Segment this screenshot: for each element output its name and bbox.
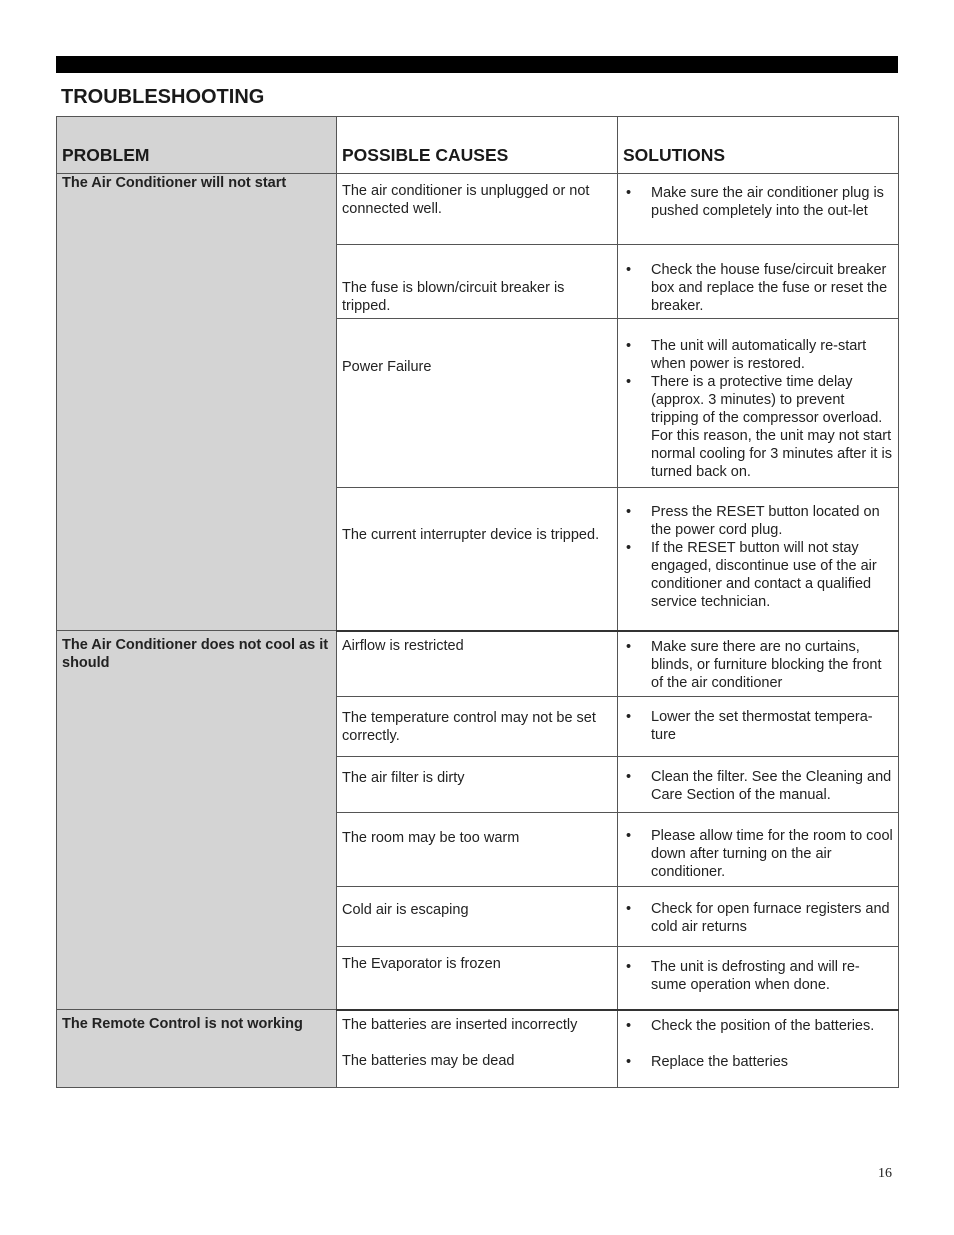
solution-list (623, 638, 893, 692)
solution-cell (618, 813, 899, 887)
solution-list (623, 503, 893, 611)
cause-text: The fuse is blown/circuit breaker is tripped. (342, 280, 565, 314)
cause-text: The temperature control may not be set correctly. (342, 710, 596, 744)
cause-cell (337, 757, 618, 813)
solution-list (623, 768, 893, 804)
page-number: 16 (878, 1166, 892, 1181)
table-row (57, 174, 899, 245)
cause-text: The current interrupter device is tripped. (342, 527, 600, 543)
table-header-row (57, 117, 899, 174)
cause-cell (337, 813, 618, 887)
cause-text: The room may be too warm (342, 830, 520, 846)
cause-cell (337, 631, 618, 697)
solution-item: • There is a protective time delay (approx. 3 minutes) to prevent tripping of the compressor overload. For this reason, the unit may not start normal cooling for 3 minutes after it is turned back on. (623, 373, 893, 481)
cause-text: The batteries are inserted incorrectly (342, 1016, 578, 1033)
solution-list (623, 708, 893, 744)
cause-cell (337, 1010, 618, 1088)
solution-list (623, 900, 893, 936)
solution-item: • Replace the batteries (623, 1053, 893, 1071)
solution-list (623, 958, 893, 994)
solution-cell (618, 245, 899, 319)
solution-list (623, 337, 893, 481)
solution-cell (618, 631, 899, 697)
solutions-column-header: SOLUTIONS (618, 117, 899, 174)
cause-cell (337, 174, 618, 245)
solution-item: • If the RESET button will not stay engaged, discontinue use of the air conditioner and contact a qualified service technician. (623, 539, 893, 611)
cause-text: Airflow is restricted (342, 637, 464, 654)
solution-item: • Press the RESET button located on the power cord plug. (623, 503, 893, 539)
problem-column-header: PROBLEM (57, 117, 337, 174)
solution-item: • Check the position of the batteries. (623, 1017, 893, 1035)
cause-text: Power Failure (342, 359, 432, 375)
cause-cell (337, 887, 618, 947)
troubleshooting-table (56, 116, 899, 1088)
problem-cell: The Air Conditioner does not cool as it should (57, 631, 337, 1010)
solution-item: • The unit is defrosting and will re-sume operation when done. (623, 958, 893, 994)
solution-cell (618, 319, 899, 488)
solution-cell (618, 1010, 899, 1088)
solution-cell (618, 174, 899, 245)
solution-list (623, 184, 893, 220)
cause-cell (337, 245, 618, 319)
solution-item: • Make sure the air conditioner plug is pushed completely into the out-let (623, 184, 893, 220)
causes-column-header: POSSIBLE CAUSES (337, 117, 618, 174)
solution-list (623, 827, 893, 881)
solution-item: • Check the house fuse/circuit breaker box and replace the fuse or reset the breaker. (623, 261, 893, 315)
cause-text: The air conditioner is unplugged or not connected well. (342, 183, 590, 217)
solution-cell (618, 947, 899, 1010)
problem-cell: The Air Conditioner will not start (57, 174, 337, 631)
solution-list (623, 1017, 893, 1071)
cause-text: The batteries may be dead (342, 1052, 515, 1069)
cause-spacer (342, 1034, 612, 1052)
solution-item: • Please allow time for the room to cool down after turning on the air conditioner. (623, 827, 893, 881)
solution-cell (618, 697, 899, 757)
solution-item: • Check for open furnace registers and cold air returns (623, 900, 893, 936)
solution-item: • Clean the filter. See the Cleaning and Care Section of the manual. (623, 768, 893, 804)
cause-cell (337, 319, 618, 488)
solution-list (623, 261, 893, 315)
solution-cell (618, 488, 899, 631)
problem-cell: The Remote Control is not working (57, 1010, 337, 1088)
header-rule (56, 56, 898, 73)
page-title: TROUBLESHOOTING (61, 86, 265, 108)
solution-cell (618, 887, 899, 947)
solution-cell (618, 757, 899, 813)
cause-cell (337, 947, 618, 1010)
solution-item: • Lower the set thermostat tempera-ture (623, 708, 893, 744)
table-row (57, 1010, 899, 1088)
cause-cell (337, 488, 618, 631)
table-row (57, 631, 899, 697)
solution-item: • Make sure there are no curtains, blinds, or furniture blocking the front of the air conditioner (623, 638, 893, 692)
cause-text: The Evaporator is frozen (342, 956, 501, 972)
cause-cell (337, 697, 618, 757)
cause-text: The air filter is dirty (342, 770, 465, 786)
cause-text: Cold air is escaping (342, 902, 469, 918)
solution-item: • The unit will automatically re-start when power is restored. (623, 337, 893, 373)
